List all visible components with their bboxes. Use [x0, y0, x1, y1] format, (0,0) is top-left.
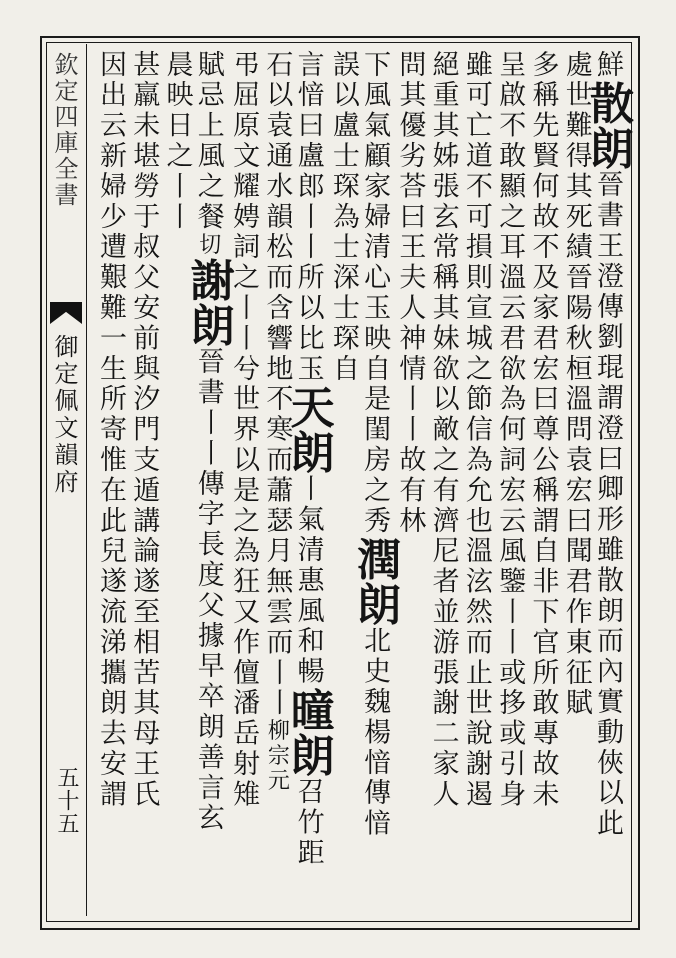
- column-text: 丨氣清惠風和暢: [292, 474, 324, 688]
- column-text: 因出云新婦少遭艱難一生所寄惟在此兒遂流涕攜朗去安謂: [95, 50, 126, 810]
- column-text: 晉書王澄傳劉琨謂澄曰卿形雖散朗而內實動俠以此: [592, 170, 623, 840]
- column-text: 石以袁通水韻松而含響地不寒而蕭瑟月無雲而丨丨: [261, 50, 293, 719]
- column-text: 賦忌上風之餐: [192, 50, 224, 233]
- headword: 謝朗: [182, 257, 234, 348]
- headword: 潤朗: [349, 536, 401, 627]
- text-column: [225, 50, 261, 910]
- margin-divider: [86, 44, 87, 916]
- text-column: [458, 50, 494, 910]
- headword: 天朗: [282, 384, 334, 475]
- column-text: 雖可亡道不可損則宣城之節信為允也溫泫然而止世說謝遏: [460, 50, 492, 810]
- main-text: [92, 50, 633, 912]
- column-text: 鮮: [592, 50, 623, 81]
- edition-label: 欽定四庫全書: [50, 52, 78, 208]
- text-column: [125, 50, 161, 910]
- text-column: [558, 50, 594, 910]
- column-text: 言愔曰盧郎丨丨所以比玉: [292, 50, 324, 385]
- column-text: 甚羸未堪勞于叔父安前與汐門支遁講論遂至相苦其母王氏: [128, 50, 160, 810]
- column-text: 呈啟不敢顯之耳溫云君欲為何詞宏云風鑒丨丨或拸或引身: [494, 50, 526, 810]
- text-column: [425, 50, 461, 910]
- page-margin: [50, 52, 82, 912]
- column-text: 晉書丨丨傳字長度父據早卒朗善言玄: [192, 347, 224, 834]
- text-column: [391, 50, 427, 910]
- text-column: [92, 50, 128, 910]
- column-text: 弔屈原文耀娉詞之丨丨兮世界以是之為狂又作儃潘岳射雉: [228, 50, 260, 810]
- text-column: [524, 50, 560, 910]
- fishtail-mark: [50, 302, 82, 324]
- text-column: [491, 50, 527, 910]
- column-text: 誤以盧士琛為士深士琛自: [327, 50, 359, 385]
- text-column: [159, 50, 195, 910]
- text-column: [325, 50, 361, 910]
- column-text: 多稱先賢何故不及家君宏曰尊公稱謂自非下官所敢專故未: [527, 50, 559, 810]
- headword: 曈朗: [282, 687, 334, 778]
- column-text: 召竹距: [292, 777, 324, 869]
- text-column: [582, 50, 633, 910]
- text-column: [282, 50, 334, 910]
- small-annotation: 切: [195, 232, 221, 258]
- book-title: 御定佩文韻府: [50, 334, 78, 496]
- column-text: 北史魏楊愔傳愔: [359, 626, 391, 840]
- small-annotation: 柳宗元: [264, 718, 290, 794]
- column-text: 晨映日之丨丨: [161, 50, 193, 233]
- page-number: 五十五: [54, 766, 79, 835]
- column-text: 絕重其姊張玄常稱其妹欲以敵之有濟尼者並游張謝二家人: [427, 50, 459, 810]
- column-text: 下風氣顧家婦清心玉映自是閨房之秀: [359, 50, 391, 537]
- text-column: [349, 50, 401, 910]
- text-column: [258, 50, 294, 910]
- headword: 散朗: [582, 80, 633, 171]
- column-text: 處世難得其死績晉陽秋桓溫問袁宏曰聞君作東征賦: [560, 50, 592, 719]
- text-column: [182, 50, 234, 910]
- column-text: 問其優劣荅曰王夫人神情丨丨故有林: [394, 50, 426, 537]
